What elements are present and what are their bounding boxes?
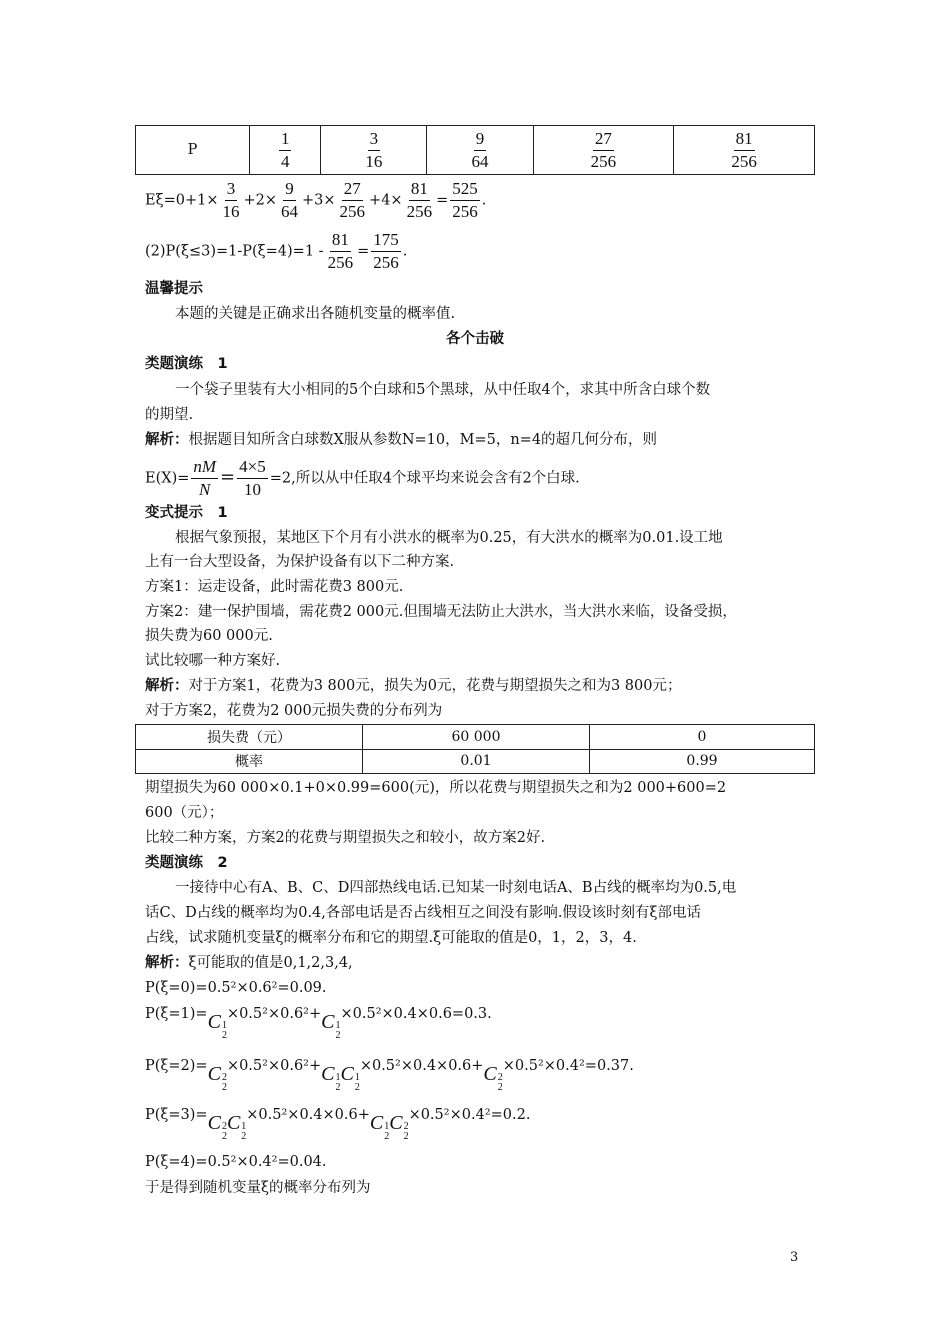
var1-solution-line: 期望损失为60 000×0.1+0×0.99=600(元)，所以花费与期望损失之和为2 000+600=2: [145, 780, 727, 796]
page-number: 3: [790, 1250, 799, 1265]
combination: C 1 2: [321, 1011, 341, 1041]
var1-question-line: 上有一台大型设备，为保护设备有以下二种方案.: [145, 554, 455, 570]
ex2-question-line: 一接待中心有A、B、C、D四部热线电话.已知某一时刻电话A、B占线的概率均为0.5,电: [175, 880, 737, 896]
tip-heading: 温馨提示: [145, 281, 203, 297]
fraction-cell: $\frac{27}{256}$: [590, 128, 617, 171]
ex2-p1: P(ξ=1)= C 1 2 ×0.5²×0.6²+ C 1 2 ×0.5²×0.4×0.6=0.3.: [145, 1006, 492, 1041]
tip-text: 本题的关键是正确求出各随机变量的概率值.: [175, 306, 456, 322]
combination: C 1 2: [340, 1063, 360, 1093]
ex2-last-line: 于是得到随机变量ξ的概率分布列为: [145, 1180, 371, 1196]
combination: C 1 2: [207, 1011, 227, 1041]
ex1-heading: 类题演练 1: [145, 356, 228, 372]
ex2-heading: 类题演练 2: [145, 855, 228, 871]
combination: C 1 2: [369, 1112, 390, 1142]
ex1-question-line: 的期望.: [145, 407, 194, 423]
var1-question-line: 方案1：运走设备，此时需花费3 800元.: [145, 579, 404, 595]
ex1-question-line: 一个袋子里装有大小相同的5个白球和5个黑球，从中任取4个，求其中所含白球个数: [175, 382, 711, 398]
probability-table: [135, 125, 815, 175]
combination: C 2 2: [389, 1112, 409, 1142]
combination: C 2 2: [483, 1063, 503, 1093]
ex2-solution-line: 解析：ξ可能取的值是0,1,2,3,4,: [145, 955, 353, 971]
var1-solution-line: 600（元）；: [145, 805, 224, 821]
ex2-p2: P(ξ=2)= C 2 2 ×0.5²×0.6²+ C 1 2 C 1 2 ×0.5²×0.4×0.6+ C 2 2 ×0.5²×0.4²=0.37.: [145, 1058, 634, 1093]
section-title: 各个击破: [446, 331, 504, 347]
var1-solution-line: 对于方案2，花费为2 000元损失费的分布列为: [145, 703, 443, 719]
var1-question-line: 方案2：建一保护围墙，需花费2 000元.但围墙无法防止大洪水，当大洪水来临，设备受损，: [145, 604, 737, 620]
ex2-question-line: 话C、D占线的概率均为0.4,各部电话是否占线相互之间没有影响.假设该时刻有ξ部电话: [145, 905, 701, 921]
expectation-formula: Eξ=0+1× $\frac{3}{16}$ +2× $\frac{9}{64}$ +3× $\frac{27}{256}$ +4× $\frac{81}{256}$ = $\frac{525}{256}$ .: [145, 179, 487, 221]
combination: C 2 2: [207, 1063, 227, 1093]
var1-heading: 变式提示 1: [145, 505, 228, 521]
loss-distribution-table: 损失费（元） 60 000 0 概率 0.01 0.99: [135, 724, 815, 774]
ex1-solution-formula: E(X)= $\frac{nM}{N}$ = $\frac{4\times 5}{10}$ =2,所以从中任取4个球平均来说会含有2个白球.: [145, 457, 580, 499]
ex2-p4: P(ξ=4)=0.5²×0.4²=0.04.: [145, 1154, 327, 1170]
fraction-cell: $\frac{3}{16}$: [365, 128, 383, 171]
var1-solution-line: 解析：对于方案1，花费为3 800元，损失为0元，花费与期望损失之和为3 800元；: [145, 678, 682, 694]
combination: C 2 2: [207, 1112, 227, 1142]
fraction-cell: $\frac{1}{4}$: [280, 128, 290, 171]
ex2-p3: P(ξ=3)= C 2 2 C 1 2 ×0.5²×0.4×0.6+ C 1 2 C 2 2 ×0.5²×0.4²=0.2.: [145, 1107, 531, 1142]
var1-solution-line: 比较二种方案，方案2的花费与期望损失之和较小，故方案2好.: [145, 830, 546, 846]
combination: C 1 2: [226, 1112, 247, 1142]
ex2-question-line: 占线，试求随机变量ξ的概率分布和它的期望.ξ可能取的值是0，1，2，3，4.: [145, 930, 637, 946]
var1-question-line: 根据气象预报，某地区下个月有小洪水的概率为0.25，有大洪水的概率为0.01.设工地: [175, 530, 723, 546]
table-header-cell: P: [136, 126, 250, 175]
fraction-cell: $\frac{81}{256}$: [731, 128, 757, 171]
combination: C 1 2: [321, 1063, 341, 1093]
ex2-p0: P(ξ=0)=0.5²×0.6²=0.09.: [145, 980, 327, 996]
var1-question-line: 损失费为60 000元.: [145, 628, 273, 644]
fraction-cell: $\frac{9}{64}$: [471, 128, 489, 171]
ex1-solution-line: 解析：根据题目知所含白球数X服从参数N=10，M=5，n=4的超几何分布，则: [145, 432, 658, 448]
part2-formula: (2)P(ξ≤3)=1-P(ξ=4)=1 - $\frac{81}{256}$ = $\frac{175}{256}$ .: [145, 230, 408, 272]
var1-question-line: 试比较哪一种方案好.: [145, 653, 281, 669]
